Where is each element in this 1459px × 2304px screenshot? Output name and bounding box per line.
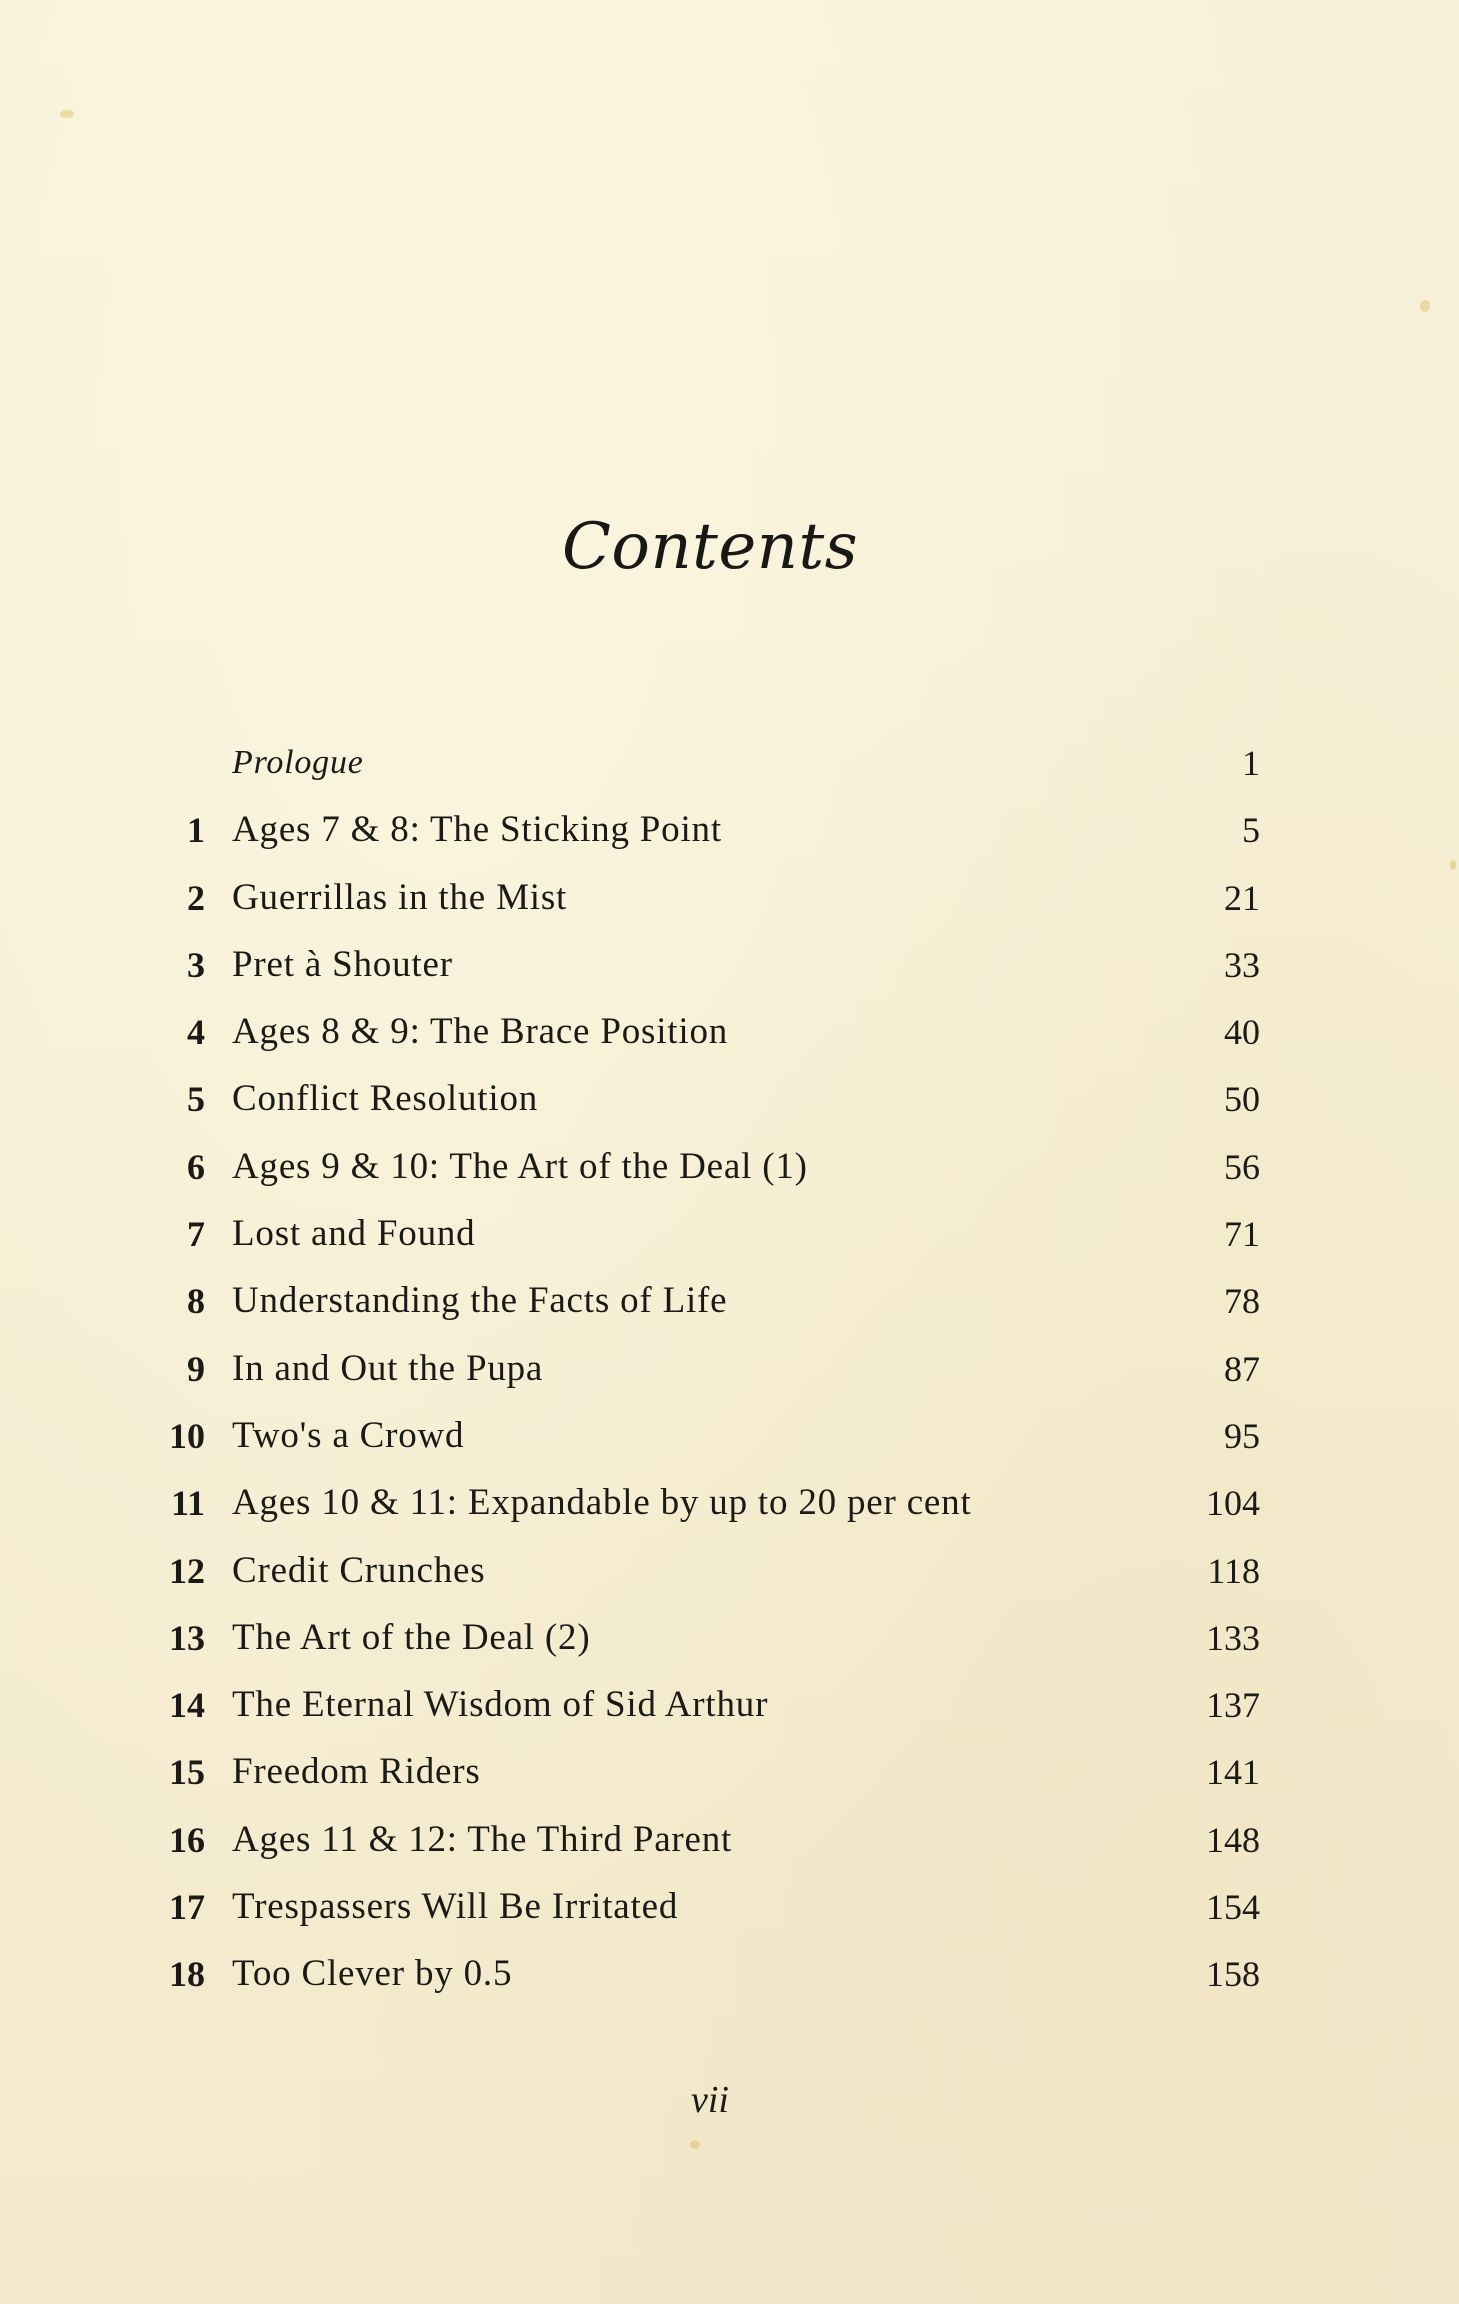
toc-entry[interactable] bbox=[150, 1144, 1260, 1211]
toc-entry[interactable] bbox=[150, 875, 1260, 942]
toc-entry[interactable] bbox=[150, 1211, 1260, 1278]
paper-speck bbox=[60, 110, 74, 118]
page-number: vii bbox=[691, 2079, 729, 2121]
toc-entry[interactable] bbox=[150, 1884, 1260, 1951]
toc-entry-page: 33 bbox=[1224, 944, 1260, 985]
toc-entry-number: 14 bbox=[169, 1685, 205, 1726]
toc-entry-page: 104 bbox=[1206, 1483, 1260, 1524]
toc-entry-title: Ages 10 & 11: Expandable by up to 20 per cent bbox=[232, 1482, 972, 1524]
toc-entry-page: 1 bbox=[1242, 743, 1260, 783]
toc-entry[interactable] bbox=[150, 1817, 1260, 1884]
toc-entry-title: Ages 9 & 10: The Art of the Deal (1) bbox=[232, 1145, 808, 1187]
toc-entry[interactable] bbox=[150, 1346, 1260, 1413]
toc-entry-number: 10 bbox=[169, 1415, 205, 1456]
toc-entry[interactable] bbox=[150, 1615, 1260, 1682]
toc-entry-title: Credit Crunches bbox=[232, 1549, 486, 1591]
toc-entry-page: 21 bbox=[1224, 877, 1260, 918]
toc-entry-page: 118 bbox=[1207, 1550, 1260, 1591]
toc-entry-title: Pret à Shouter bbox=[232, 943, 453, 985]
toc-entry-title: Lost and Found bbox=[232, 1213, 476, 1255]
toc-entry[interactable] bbox=[150, 1682, 1260, 1749]
toc-entry[interactable] bbox=[150, 1548, 1260, 1615]
toc-entry[interactable] bbox=[150, 942, 1260, 1009]
toc-entry-number: 1 bbox=[187, 810, 205, 851]
toc-entry[interactable] bbox=[150, 1413, 1260, 1480]
toc-entry-title: Understanding the Facts of Life bbox=[232, 1280, 728, 1322]
paper-speck bbox=[690, 2140, 700, 2149]
toc-entry-page: 148 bbox=[1206, 1819, 1260, 1860]
toc-entry-number: 17 bbox=[169, 1887, 205, 1928]
toc-entry-number: 11 bbox=[170, 1483, 205, 1524]
toc-entry-page: 141 bbox=[1206, 1752, 1260, 1793]
toc-entry-page: 50 bbox=[1224, 1079, 1260, 1120]
toc-entry-page: 56 bbox=[1224, 1146, 1260, 1187]
toc-entry-prologue[interactable] bbox=[150, 740, 1260, 807]
toc-entry-page: 95 bbox=[1224, 1415, 1260, 1456]
toc-entry-title: Ages 11 & 12: The Third Parent bbox=[232, 1818, 733, 1860]
toc-entry-page: 137 bbox=[1206, 1685, 1260, 1726]
toc-entry-page: 40 bbox=[1224, 1012, 1260, 1053]
toc-entry-number: 9 bbox=[187, 1348, 205, 1389]
toc-entry-title: Two's a Crowd bbox=[232, 1414, 465, 1456]
toc-entry-page: 158 bbox=[1206, 1954, 1260, 1995]
toc-entry-page: 71 bbox=[1224, 1214, 1260, 1255]
toc-entry-page: 133 bbox=[1206, 1617, 1260, 1658]
toc-entry-number: 2 bbox=[187, 877, 205, 918]
toc-entry-number: 12 bbox=[169, 1550, 205, 1591]
toc-entry[interactable] bbox=[150, 1278, 1260, 1345]
table-of-contents bbox=[150, 740, 1260, 2019]
toc-entry-number: 18 bbox=[169, 1954, 205, 1995]
toc-entry-page: 87 bbox=[1224, 1348, 1260, 1389]
toc-entry-page: 154 bbox=[1206, 1887, 1260, 1928]
toc-entry-page: 78 bbox=[1224, 1281, 1260, 1322]
toc-entry-number: 7 bbox=[187, 1214, 205, 1255]
toc-entry-number: 4 bbox=[187, 1012, 205, 1053]
toc-entry[interactable] bbox=[150, 1480, 1260, 1547]
toc-entry-number: 6 bbox=[187, 1146, 205, 1187]
toc-entry-title: Prologue bbox=[232, 744, 364, 781]
toc-entry-page: 5 bbox=[1242, 810, 1260, 851]
paper-speck bbox=[1450, 860, 1456, 870]
toc-entry-number: 5 bbox=[187, 1079, 205, 1120]
toc-entry[interactable] bbox=[150, 1076, 1260, 1143]
toc-entry-number: 8 bbox=[187, 1281, 205, 1322]
toc-entry[interactable] bbox=[150, 1749, 1260, 1816]
toc-entry-title: Too Clever by 0.5 bbox=[232, 1953, 513, 1995]
toc-entry-title: The Art of the Deal (2) bbox=[232, 1616, 591, 1658]
toc-entry-number: 13 bbox=[169, 1617, 205, 1658]
page-title: Contents bbox=[561, 510, 859, 584]
toc-entry-title: Conflict Resolution bbox=[232, 1078, 539, 1120]
toc-entry-title: In and Out the Pupa bbox=[232, 1347, 544, 1389]
toc-entry-number: 15 bbox=[169, 1752, 205, 1793]
toc-entry-title: Ages 7 & 8: The Sticking Point bbox=[232, 809, 722, 851]
toc-entry-title: The Eternal Wisdom of Sid Arthur bbox=[232, 1684, 769, 1726]
toc-entry[interactable] bbox=[150, 1951, 1260, 2018]
toc-entry[interactable] bbox=[150, 807, 1260, 874]
toc-entry-number: 3 bbox=[187, 944, 205, 985]
toc-entry-title: Trespassers Will Be Irritated bbox=[232, 1886, 679, 1928]
toc-entry-title: Guerrillas in the Mist bbox=[232, 876, 568, 918]
toc-entry-title: Ages 8 & 9: The Brace Position bbox=[232, 1011, 729, 1053]
toc-entry-title: Freedom Riders bbox=[232, 1751, 481, 1793]
toc-entry-number: 16 bbox=[169, 1819, 205, 1860]
toc-entry[interactable] bbox=[150, 1009, 1260, 1076]
paper-speck bbox=[1420, 300, 1430, 312]
